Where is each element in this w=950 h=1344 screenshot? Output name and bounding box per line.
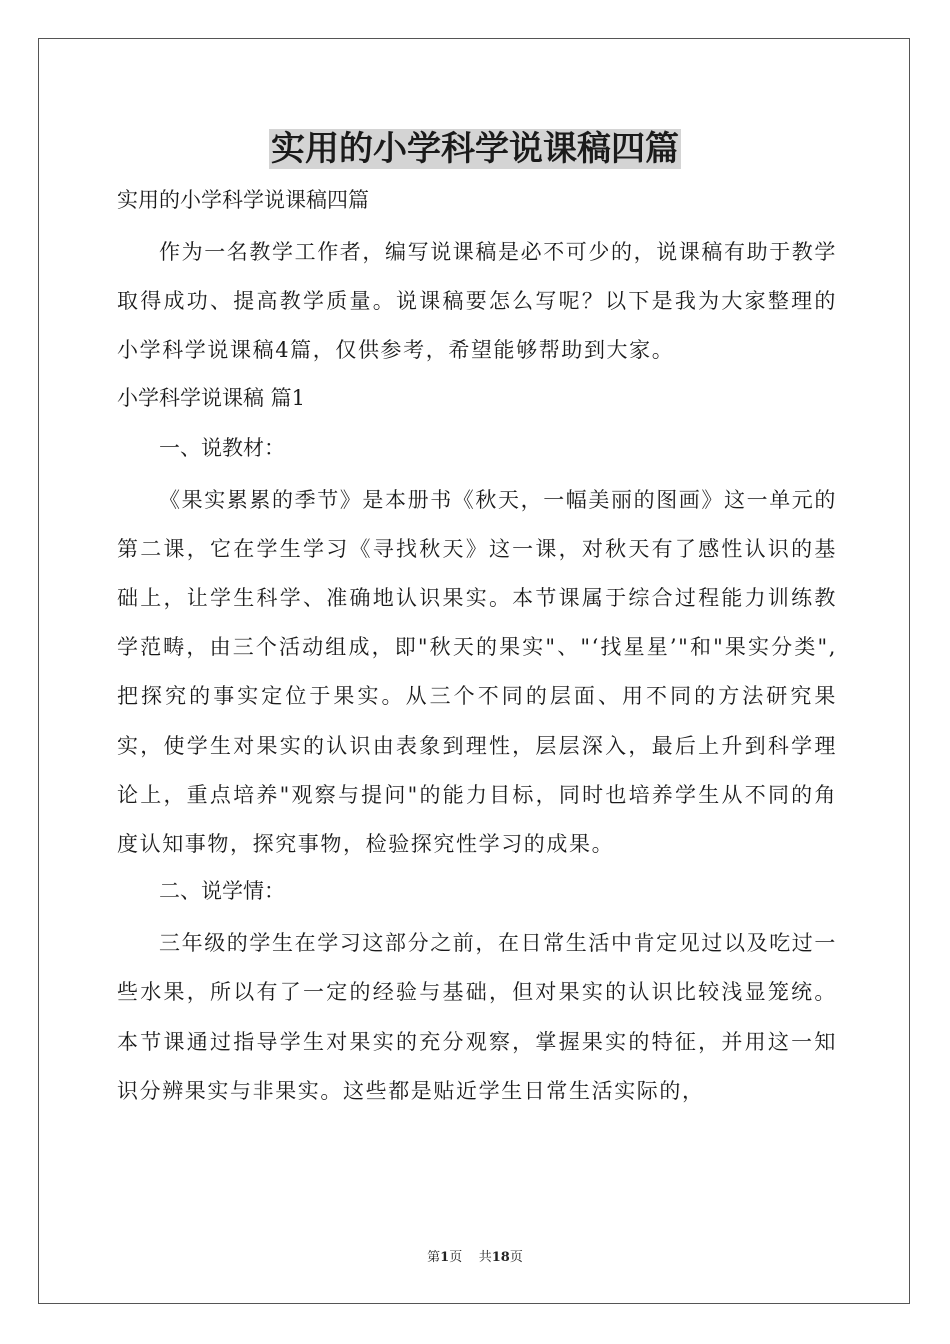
section-heading: 小学科学说课稿 篇1 xyxy=(117,385,306,410)
footer-page-number: 1 xyxy=(440,1250,450,1265)
part1-heading: 一、说教材： xyxy=(159,435,285,460)
document-title xyxy=(0,126,950,172)
footer-page-prefix: 第 xyxy=(427,1250,441,1265)
part2-heading: 二、说学情： xyxy=(159,879,285,904)
intro-paragraph: 作为一名教学工作者，编写说课稿是必不可少的，说课稿有助于教学取得成功、提高教学质量。说课稿要怎么写呢？以下是我为大家整理的小学科学说课稿4篇，仅供参考，希望能够帮助到大家。 xyxy=(117,240,837,363)
page-footer xyxy=(0,1246,950,1265)
document-body xyxy=(117,178,837,1116)
part1-paragraph: 《果实累累的季节》是本册书《秋天，一幅美丽的图画》这一单元的第二课，它在学生学习《寻找秋天》这一课，对秋天有了感性认识的基础上，让学生科学、准确地认识果实。本节课属于综合过程能力训练教学范畴，由三个活动组成，即"秋天的果实"、"‘找星星’"和"果实分类",把探究的事实定位于果实。从三个不同的层面、用不同的方法研究果实，使学生对果实的认识由表象到理性，层层深入，最后上升到科学理论上，重点培养"观察与提问"的能力目标，同时也培养学生从不同的角度认知事物，探究事物，检验探究性学习的成果。 xyxy=(117,487,837,857)
part2-paragraph: 三年级的学生在学习这部分之前，在日常生活中肯定见过以及吃过一些水果，所以有了一定的经验与基础，但对果实的认识比较浅显笼统。本节课通过指导学生对果实的充分观察，掌握果实的特征，并用这一知识分辨果实与非果实。这些都是贴近学生日常生活实际的， xyxy=(117,931,837,1103)
footer-total-prefix: 共 xyxy=(478,1250,492,1265)
document-subtitle: 实用的小学科学说课稿四篇 xyxy=(117,188,369,212)
footer-total-suffix: 页 xyxy=(509,1250,523,1265)
document-title-text: 实用的小学科学说课稿四篇 xyxy=(271,129,679,169)
footer-page-suffix: 页 xyxy=(449,1250,463,1265)
footer-total-pages: 18 xyxy=(491,1250,510,1265)
